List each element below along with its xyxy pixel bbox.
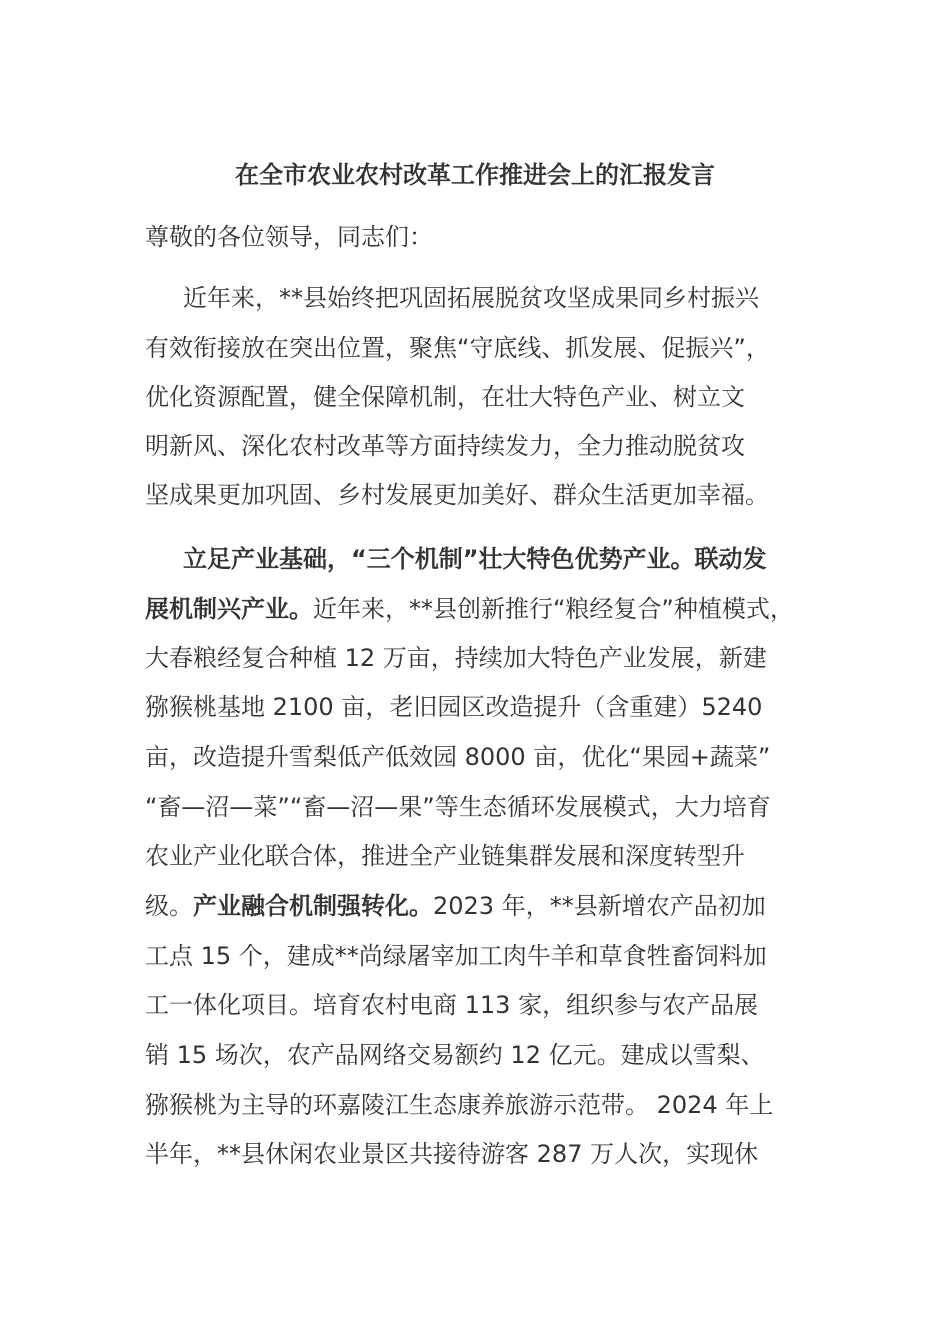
paragraph-1-line: 坚成果更加巩固、乡村发展更加美好、群众生活更加幸福。 bbox=[145, 481, 769, 509]
salutation: 尊敬的各位领导，同志们： bbox=[145, 223, 433, 251]
paragraph-text: 2023 年，**县新增农产品初加 bbox=[433, 892, 766, 920]
paragraph-text: 级。 bbox=[145, 892, 193, 920]
paragraph-2-line: “畜—沼—菜”“畜—沼—果”等生态循环发展模式，大力培育 bbox=[145, 793, 771, 821]
subheading-industry-linkage: 展机制兴产业。 bbox=[145, 595, 313, 623]
paragraph-1-line: 明新风、深化农村改革等方面持续发力，全力推动脱贫攻 bbox=[145, 432, 745, 460]
paragraph-2-line: 猕猴桃基地 2100 亩，老旧园区改造提升（含重建）5240 bbox=[145, 693, 763, 721]
paragraph-2-line: 工点 15 个，建成**尚绿屠宰加工肉牛羊和草食牲畜饲料加 bbox=[145, 942, 767, 970]
document-title: 在全市农业农村改革工作推进会上的汇报发言 bbox=[235, 161, 715, 189]
section-heading: 立足产业基础，“三个机制”壮大特色优势产业。联动发 bbox=[183, 545, 767, 573]
paragraph-2-line: 农业产业化联合体，推进全产业链集群发展和深度转型升 bbox=[145, 842, 745, 870]
paragraph-text: 近年来，**县创新推行“粮经复合”种植模式， bbox=[313, 595, 794, 623]
paragraph-2-line: 销 15 场次，农产品网络交易额约 12 亿元。建成以雪梨、 bbox=[145, 1041, 765, 1069]
paragraph-1-line: 有效衔接放在突出位置，聚焦“守底线、抓发展、促振兴”， bbox=[145, 334, 770, 362]
paragraph-2-line: 半年，**县休闲农业景区共接待游客 287 万人次，实现休 bbox=[145, 1140, 759, 1168]
paragraph-2-line: 大春粮经复合种植 12 万亩，持续加大特色产业发展，新建 bbox=[145, 644, 767, 672]
subheading-industry-integration: 产业融合机制强转化。 bbox=[193, 892, 433, 920]
paragraph-2-line: 亩，改造提升雪梨低产低效园 8000 亩，优化“果园+蔬菜” bbox=[145, 743, 771, 771]
paragraph-1-line: 优化资源配置，健全保障机制，在壮大特色产业、树立文 bbox=[145, 383, 745, 411]
paragraph-1-line: 近年来，**县始终把巩固拓展脱贫攻坚成果同乡村振兴 bbox=[183, 284, 759, 312]
paragraph-2-line: 猕猴桃为主导的环嘉陵江生态康养旅游示范带。 2024 年上 bbox=[145, 1091, 774, 1119]
paragraph-2-line bbox=[145, 592, 794, 626]
paragraph-2-line: 工一体化项目。培育农村电商 113 家，组织参与农产品展 bbox=[145, 991, 759, 1019]
paragraph-2-line bbox=[145, 889, 766, 923]
